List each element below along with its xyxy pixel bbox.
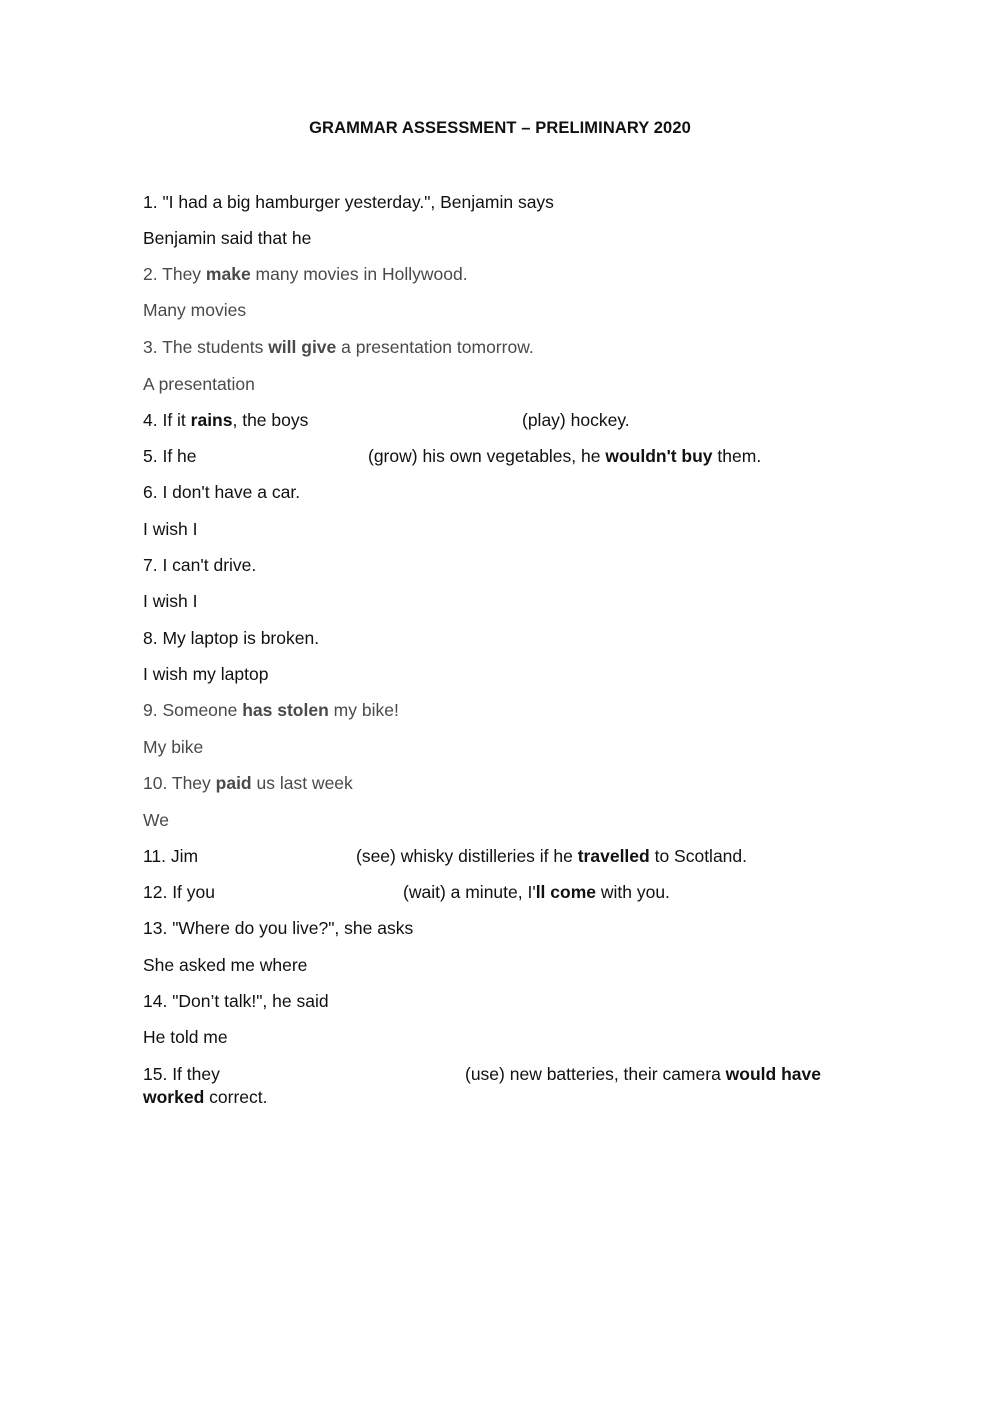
answer-prompt-14: He told me — [143, 1027, 228, 1047]
question-2: 2. They make many movies in Hollywood. — [143, 264, 468, 284]
question-12: 12. If you — [143, 882, 215, 902]
question-6: 6. I don't have a car. — [143, 482, 301, 502]
answer-prompt-2: Many movies — [143, 300, 247, 320]
answer-prompt-6: I wish I — [143, 519, 198, 539]
question-14: 14. "Don’t talk!", he said — [143, 991, 329, 1011]
answer-prompt-9: My bike — [143, 737, 204, 757]
question-15-continuation: worked correct. — [143, 1087, 268, 1107]
answer-prompt-3: A presentation — [143, 374, 255, 394]
answer-prompt-10: We — [143, 810, 169, 830]
question-15-verb: (use) new batteries, their camera would have — [465, 1064, 821, 1084]
question-10: 10. They paid us last week — [143, 773, 353, 793]
question-5: 5. If he — [143, 446, 197, 466]
answer-prompt-7: I wish I — [143, 591, 198, 611]
answer-prompt-8: I wish my laptop — [143, 664, 269, 684]
question-8: 8. My laptop is broken. — [143, 628, 320, 648]
question-11: 11. Jim — [143, 846, 199, 866]
question-7: 7. I can't drive. — [143, 555, 257, 575]
question-12-verb: (wait) a minute, I'll come with you. — [403, 882, 670, 902]
answer-prompt-1: Benjamin said that he — [143, 228, 312, 248]
question-9: 9. Someone has stolen my bike! — [143, 700, 399, 720]
answer-prompt-13: She asked me where — [143, 955, 308, 975]
question-15: 15. If they — [143, 1064, 220, 1084]
question-1: 1. "I had a big hamburger yesterday.", Benjamin says — [143, 192, 554, 212]
question-5-verb: (grow) his own vegetables, he wouldn't buy them. — [368, 446, 762, 466]
question-4-verb: (play) hockey. — [522, 410, 630, 430]
question-13: 13. "Where do you live?", she asks — [143, 918, 414, 938]
question-11-verb: (see) whisky distilleries if he travelled to Scotland. — [356, 846, 748, 866]
page-title: GRAMMAR ASSESSMENT – PRELIMINARY 2020 — [309, 119, 691, 137]
question-4: 4. If it rains, the boys — [143, 410, 309, 430]
question-3: 3. The students will give a presentation tomorrow. — [143, 337, 534, 357]
